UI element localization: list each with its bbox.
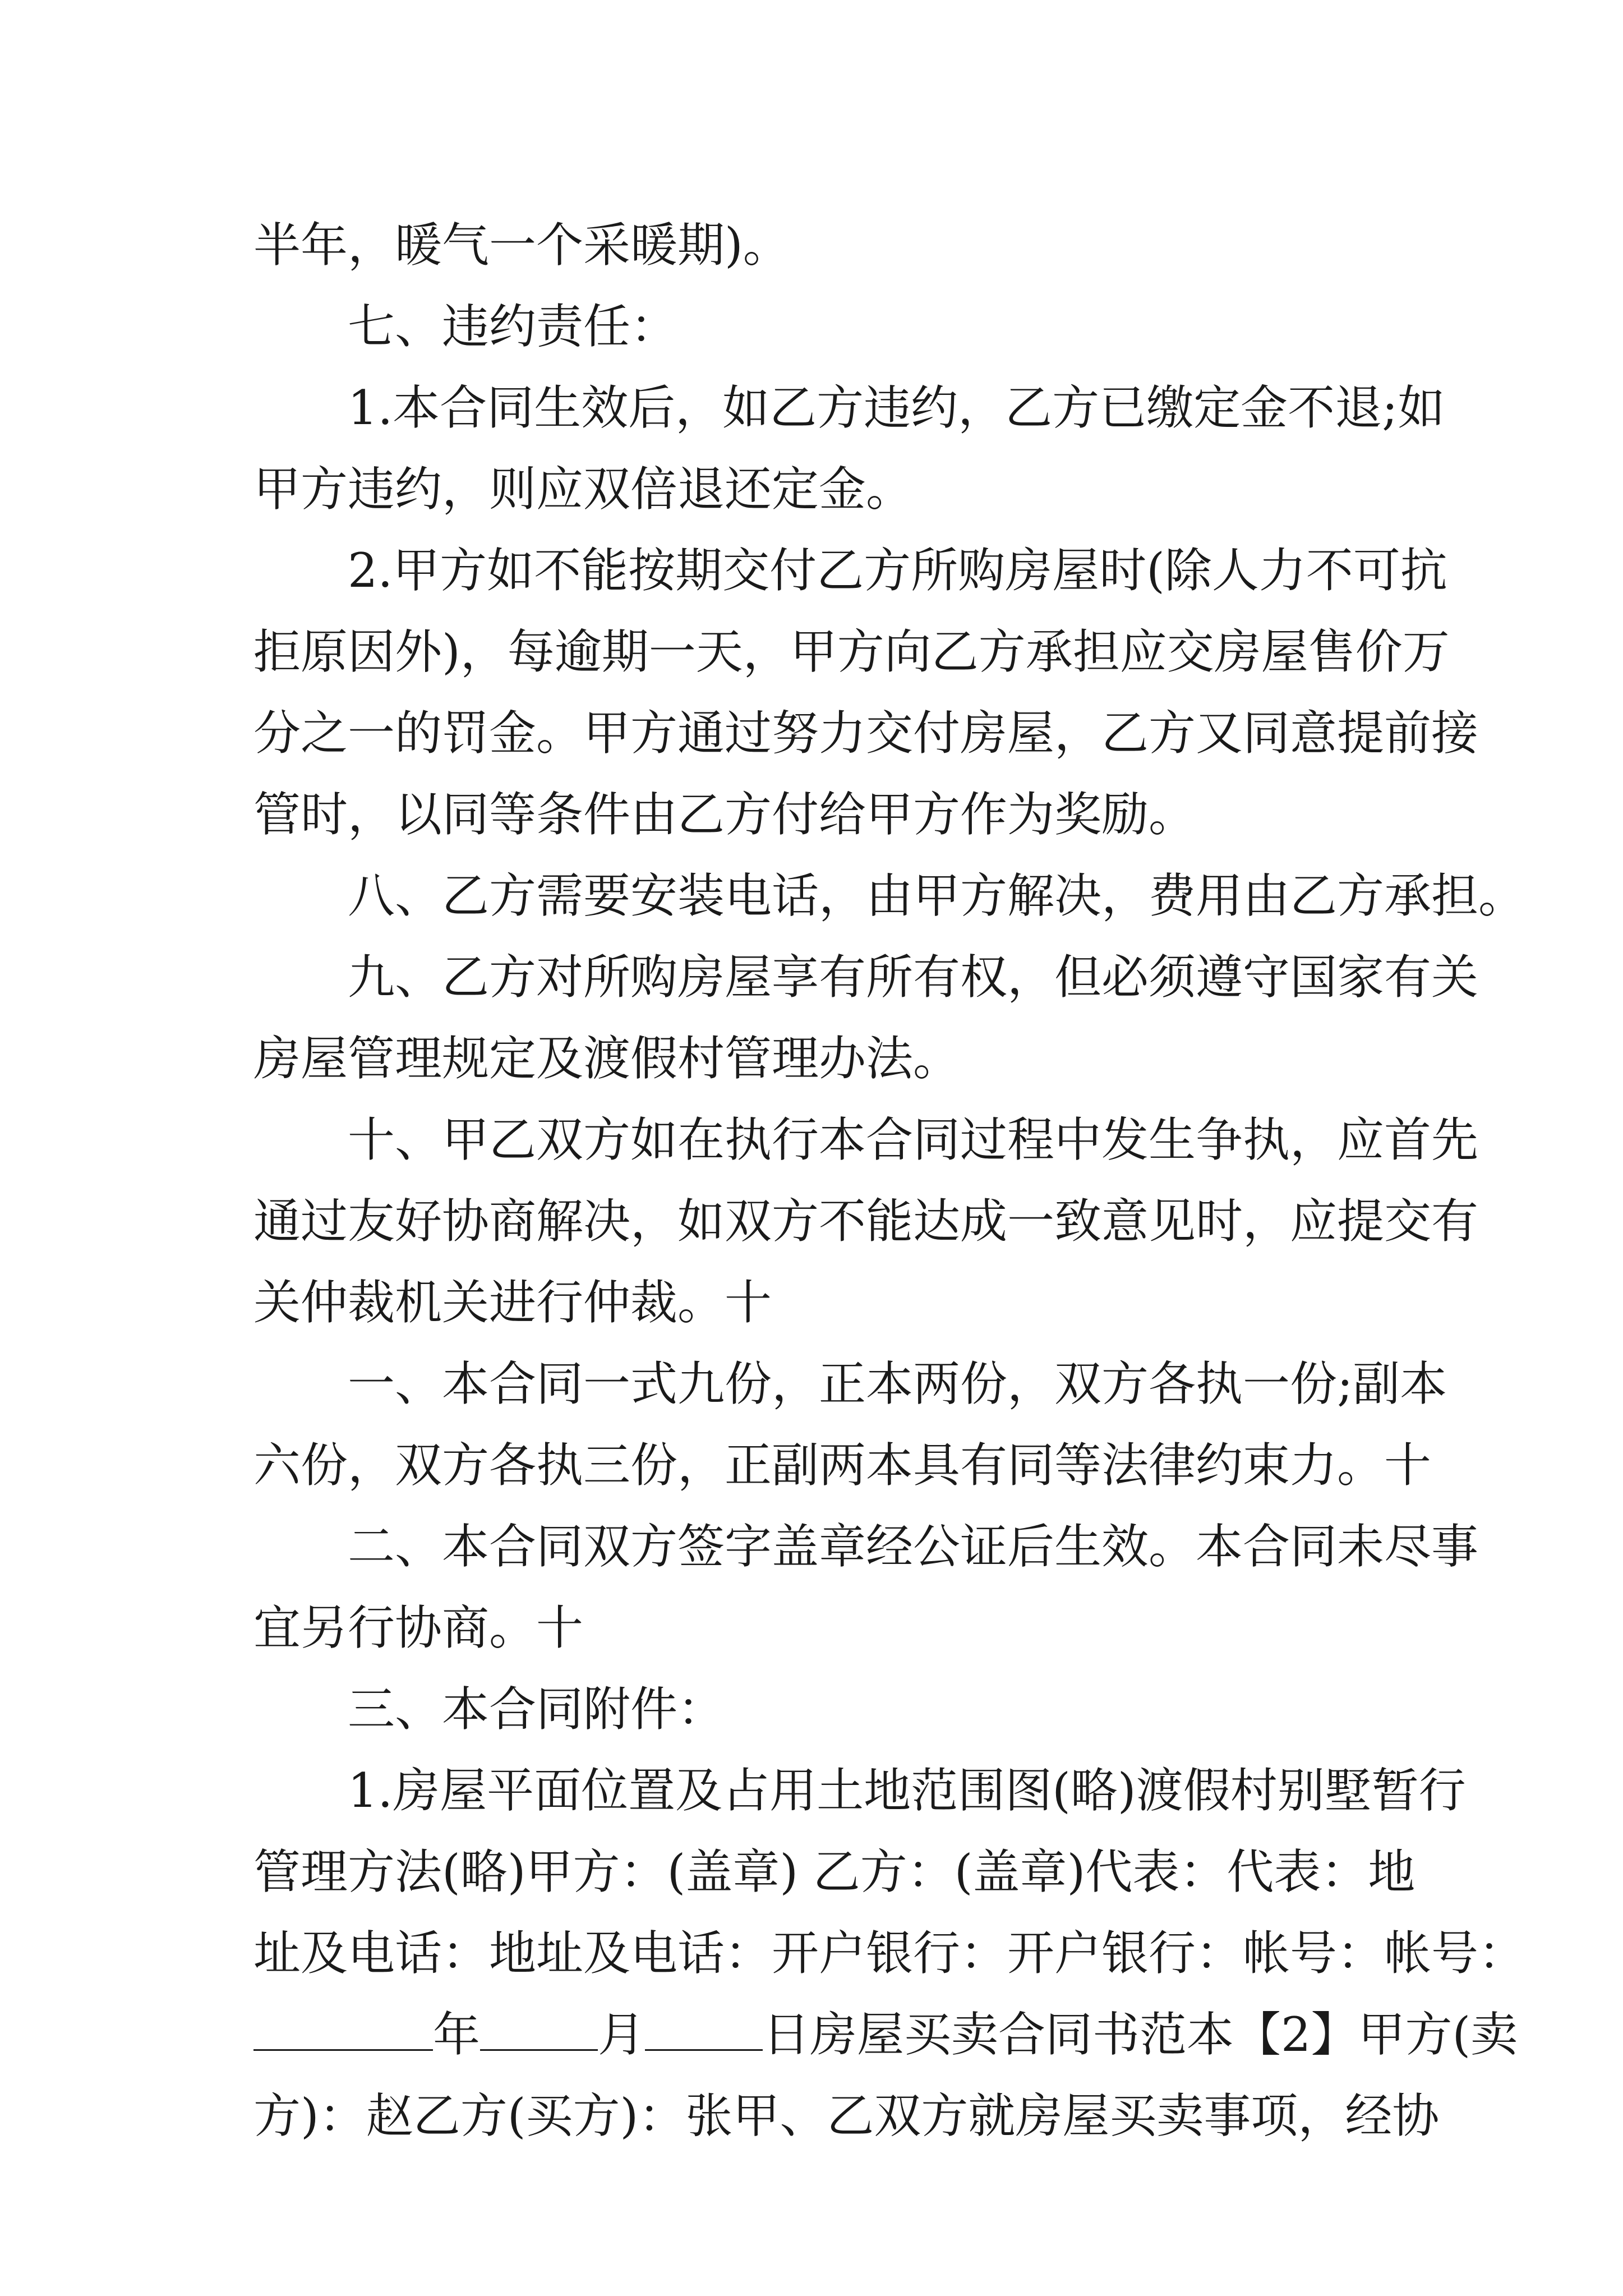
text-line: 八、乙方需要安装电话，由甲方解决，费用由乙方承担。 — [348, 868, 1526, 923]
text-line: 方)：赵乙方(买方)：张甲、乙双方就房屋买卖事项，经协 — [253, 2088, 1440, 2143]
text-line: 1.本合同生效后，如乙方违约，乙方已缴定金不退;如 — [348, 380, 1445, 435]
section-heading: 三、本合同附件： — [348, 1682, 725, 1737]
date-line-rest: 日房屋买卖合同书范本【2】甲方(卖 — [763, 2007, 1518, 2062]
text-line: 房屋管理规定及渡假村管理办法。 — [253, 1031, 961, 1086]
text-line: 管理方法(略)甲方：(盖章) 乙方：(盖章)代表：代表：地 — [253, 1844, 1415, 1899]
section-heading: 七、违约责任： — [348, 299, 678, 354]
year-label: 年 — [433, 2007, 481, 2062]
month-label: 月 — [598, 2007, 645, 2062]
month-blank — [480, 2010, 598, 2051]
year-blank — [253, 2010, 433, 2051]
text-line: 甲方违约，则应双倍退还定金。 — [253, 462, 914, 517]
text-line: 关仲裁机关进行仲裁。十 — [253, 1275, 772, 1330]
text-line: 二、本合同双方签字盖章经公证后生效。本合同未尽事 — [348, 1519, 1479, 1574]
text-line: 通过友好协商解决，如双方不能达成一致意见时，应提交有 — [253, 1194, 1479, 1249]
date-line — [253, 1994, 1518, 2076]
text-line: 宜另行协商。十 — [253, 1600, 584, 1655]
contract-text — [253, 205, 1526, 2157]
text-line: 1.房屋平面位置及占用土地范围图(略)渡假村别墅暂行 — [348, 1763, 1466, 1818]
text-line: 拒原因外)，每逾期一天，甲方向乙方承担应交房屋售价万 — [253, 624, 1450, 679]
text-line: 六份，双方各执三份，正副两本具有同等法律约束力。十 — [253, 1438, 1432, 1493]
text-line: 一、本合同一式九份，正本两份，双方各执一份;副本 — [348, 1356, 1447, 1411]
text-line: 管时，以同等条件由乙方付给甲方作为奖励。 — [253, 787, 1196, 842]
text-line: 十、甲乙双方如在执行本合同过程中发生争执，应首先 — [348, 1112, 1479, 1167]
text-line: 2.甲方如不能按期交付乙方所购房屋时(除人力不可抗 — [348, 543, 1447, 598]
text-line: 分之一的罚金。甲方通过努力交付房屋，乙方又同意提前接 — [253, 706, 1479, 761]
text-line: 九、乙方对所购房屋享有所有权，但必须遵守国家有关 — [348, 950, 1479, 1005]
day-blank — [645, 2010, 763, 2051]
text-line: 址及电话：地址及电话：开户银行：开户银行：帐号：帐号： — [253, 1926, 1526, 1981]
text-line: 半年，暖气一个采暖期)。 — [253, 218, 790, 273]
